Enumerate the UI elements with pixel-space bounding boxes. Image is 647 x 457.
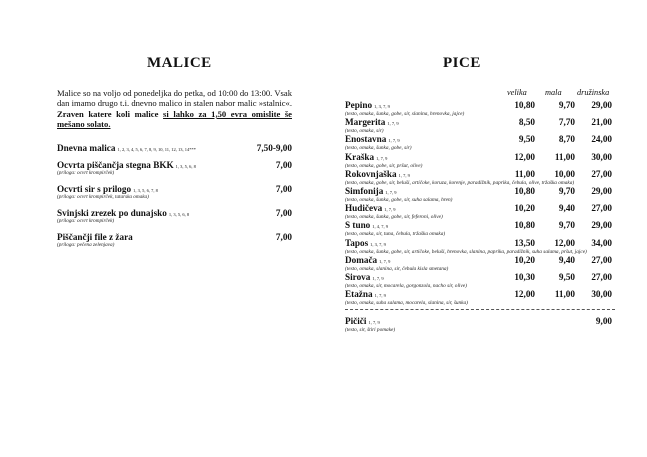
pizza-item xyxy=(345,289,615,306)
price-druzinska: 29,00 xyxy=(591,220,612,231)
pizza-ingredients: (testo, omaka, šunka, gobe, sir, artičoke, beluši, hrenovka, slanina, paprika, paradižnik, suha salama, pršut, jajce) xyxy=(345,248,587,255)
item-name: Piščančji file z žara xyxy=(57,232,133,242)
pizza-name: Kraška xyxy=(345,151,375,162)
header-druzinska: družinska xyxy=(577,88,610,97)
allergens: 1, 3, 5, 6, 8 xyxy=(175,164,196,169)
pizza-name: S tuno xyxy=(345,220,371,231)
price-druzinska: 27,00 xyxy=(591,168,612,179)
allergens: 1, 3, 7, 9 xyxy=(374,104,390,109)
pizza-item xyxy=(345,169,615,186)
allergens: 1, 7, 9 xyxy=(379,258,391,264)
price-mala: 11,00 xyxy=(554,151,575,162)
pizza-item xyxy=(345,186,615,203)
pizza-ingredients: (testo, omaka, slanina, sir, čebula kisla smetana) xyxy=(345,265,449,272)
pizza-name: Pičiči xyxy=(345,316,367,327)
allergens: 1, 2, 3, 4, 5, 6, 7, 8, 9, 10, 11, 12, 13, 14*** xyxy=(117,147,197,152)
malice-item xyxy=(57,143,292,160)
item-name: Svinjski zrezek po dunajsko xyxy=(57,208,167,218)
intro-bold: Zraven katere koli malice xyxy=(57,108,164,119)
item-name: Dnevna malica xyxy=(57,143,116,153)
pizza-item xyxy=(345,255,615,272)
pizza-ingredients: (testo, omaka, šunka, gobe, sir, feferoni, olive) xyxy=(345,214,443,221)
allergens: 1, 7, 9 xyxy=(388,138,400,144)
price-velika: 10,80 xyxy=(514,220,535,231)
pizza-ingredients: (testo, omaka, gobe, sir, beluši, artičoke, koruza, korenje, paradižnik, paprika, čebula, olive, tržaška omaka) xyxy=(345,179,575,186)
price-velika: 10,20 xyxy=(514,254,535,265)
item-price: 7,50-9,00 xyxy=(256,143,292,153)
malice-item xyxy=(57,232,292,256)
price-mala: 12,00 xyxy=(554,237,575,248)
price-druzinska: 21,00 xyxy=(591,117,612,128)
pizza-name: Sirova xyxy=(345,272,371,283)
item-note: (priloga: ocvrt krompirček) xyxy=(57,170,115,176)
pizza-item xyxy=(345,272,615,289)
item-note: (priloga: ocvrt krompirček, tatarska omaka) xyxy=(57,194,149,200)
pizza-item xyxy=(345,100,615,117)
pizza-name: Tapos xyxy=(345,237,369,248)
malice-title: MALICE xyxy=(147,55,212,71)
pizza-name: Domača xyxy=(345,254,378,265)
price-velika: 8,50 xyxy=(518,117,535,128)
price-velika: 10,80 xyxy=(514,186,535,197)
price-druzinska: 34,00 xyxy=(591,237,612,248)
price-velika: 10,30 xyxy=(514,272,535,283)
price-druzinska: 29,00 xyxy=(591,186,612,197)
pizza-ingredients: (testo, omaka, suha salama, mocarela, slanina, sir, šunka) xyxy=(345,300,468,307)
pizza-ingredients: (testo, sir, štiri pomake) xyxy=(345,327,396,334)
allergens: 1, 4, 7, 9 xyxy=(372,224,389,230)
price-druzinska: 27,00 xyxy=(591,254,612,265)
intro-text: Malice so na voljo od ponedeljka do petka, od 10:00 do 13:00. Vsak dan imamo drugo t.i. dnevno malico in stalen nabor malic »stalnic«. xyxy=(57,88,292,109)
price-druzinska: 30,00 xyxy=(591,151,612,162)
pizza-name: Hudičeva xyxy=(345,203,383,214)
pizza-name: Etažna xyxy=(345,289,373,300)
price-druzinska: 30,00 xyxy=(591,289,612,300)
item-price: 7,00 xyxy=(275,184,292,194)
price-mala: 8,70 xyxy=(558,134,575,145)
pizza-name: Margerita xyxy=(345,117,386,128)
price: 9,00 xyxy=(595,316,612,327)
item-price: 7,00 xyxy=(275,208,292,218)
item-name: Ocvrta piščančja stegna BKK xyxy=(57,160,174,170)
malice-list xyxy=(57,143,292,256)
pizza-item xyxy=(345,152,615,169)
item-note: (priloga: ocvrt krompirček) xyxy=(57,218,115,224)
allergens: 1, 7, 9 xyxy=(398,172,410,178)
malice-item xyxy=(57,208,292,232)
pizza-name: Simfonija xyxy=(345,186,384,197)
pizza-name: Pepino xyxy=(345,100,373,110)
pizza-ingredients: (testo, omaka, šunka, gobe, sir) xyxy=(345,145,412,152)
allergens: 1, 7, 9 xyxy=(384,207,396,213)
allergens: 1, 3, 5, 6, 7, 8 xyxy=(133,188,158,193)
malice-intro xyxy=(57,88,292,130)
allergens: 1, 7, 9 xyxy=(374,293,386,299)
price-mala: 9,70 xyxy=(558,186,575,197)
pizza-ingredients: (testo, omaka, sir, tuna, čebula, tržaška omaka) xyxy=(345,231,446,238)
pizza-ingredients: (testo, omaka, sir, mocarela, gorgonzola, nacho sir, olive) xyxy=(345,283,467,290)
item-price: 7,00 xyxy=(275,160,292,170)
pizza-ingredients: (testo, omaka, šunka, gobe, sir, slanina, hrenovka, jajce) xyxy=(345,111,465,117)
divider xyxy=(345,309,615,310)
price-mala: 10,00 xyxy=(554,168,575,179)
price-mala: 9,70 xyxy=(558,100,575,110)
pizza-item xyxy=(345,117,615,134)
price-druzinska: 27,00 xyxy=(591,272,612,283)
price-mala: 9,70 xyxy=(558,220,575,231)
pizza-item xyxy=(345,238,615,255)
pizza-name: Enostavna xyxy=(345,134,387,145)
price-mala: 9,50 xyxy=(558,272,575,283)
price-velika: 11,00 xyxy=(514,168,535,179)
price-velika: 12,00 xyxy=(514,151,535,162)
price-druzinska: 29,00 xyxy=(591,100,612,110)
pizza-ingredients: (testo, omaka, sir) xyxy=(345,128,384,135)
price-velika: 12,00 xyxy=(514,289,535,300)
price-mala: 9,40 xyxy=(558,254,575,265)
allergens: 1, 7, 9 xyxy=(368,320,380,326)
allergens: 1, 7, 9 xyxy=(387,121,399,127)
item-name: Ocvrti sir s prilogo xyxy=(57,184,132,194)
price-velika: 9,50 xyxy=(518,134,535,145)
pizza-item-extra xyxy=(345,316,615,333)
price-velika: 10,80 xyxy=(514,100,535,110)
price-velika: 13,50 xyxy=(514,237,535,248)
pice-title: PICE xyxy=(443,55,481,71)
pizza-ingredients: (testo, omaka, gobe, sir, pršut, olive) xyxy=(345,162,423,169)
header-mala: mala xyxy=(545,88,562,97)
allergens: 1, 7, 9 xyxy=(385,190,397,196)
price-druzinska: 24,00 xyxy=(591,134,612,145)
header-velika: velika xyxy=(507,88,527,97)
pizza-name: Rokovnjaška xyxy=(345,168,397,179)
pizza-item xyxy=(345,134,615,151)
pizza-list xyxy=(345,100,615,334)
intro-salad-offer: si lahko za 1,50 evra omislite še mešano solato. xyxy=(57,108,292,130)
allergens: 1, 3, 7, 9 xyxy=(370,241,386,247)
price-mala: 11,00 xyxy=(554,289,575,300)
allergens: 1, 3, 5, 6, 8 xyxy=(168,212,190,217)
malice-item xyxy=(57,184,292,208)
pizza-item xyxy=(345,203,615,220)
item-price: 7,00 xyxy=(275,232,292,242)
price-druzinska: 27,00 xyxy=(591,203,612,214)
allergens: 1, 7, 9 xyxy=(372,276,384,282)
malice-item xyxy=(57,160,292,184)
allergens: 1, 7, 9 xyxy=(376,155,388,161)
item-note: (priloga: pečena zelenjava) xyxy=(57,242,115,248)
pizza-item xyxy=(345,220,615,237)
pizza-ingredients: (testo, omaka, šunka, gobe, sir, suha salama, hren) xyxy=(345,197,453,204)
price-mala: 7,70 xyxy=(558,117,575,128)
price-mala: 9,40 xyxy=(558,203,575,214)
price-velika: 10,20 xyxy=(514,203,535,214)
